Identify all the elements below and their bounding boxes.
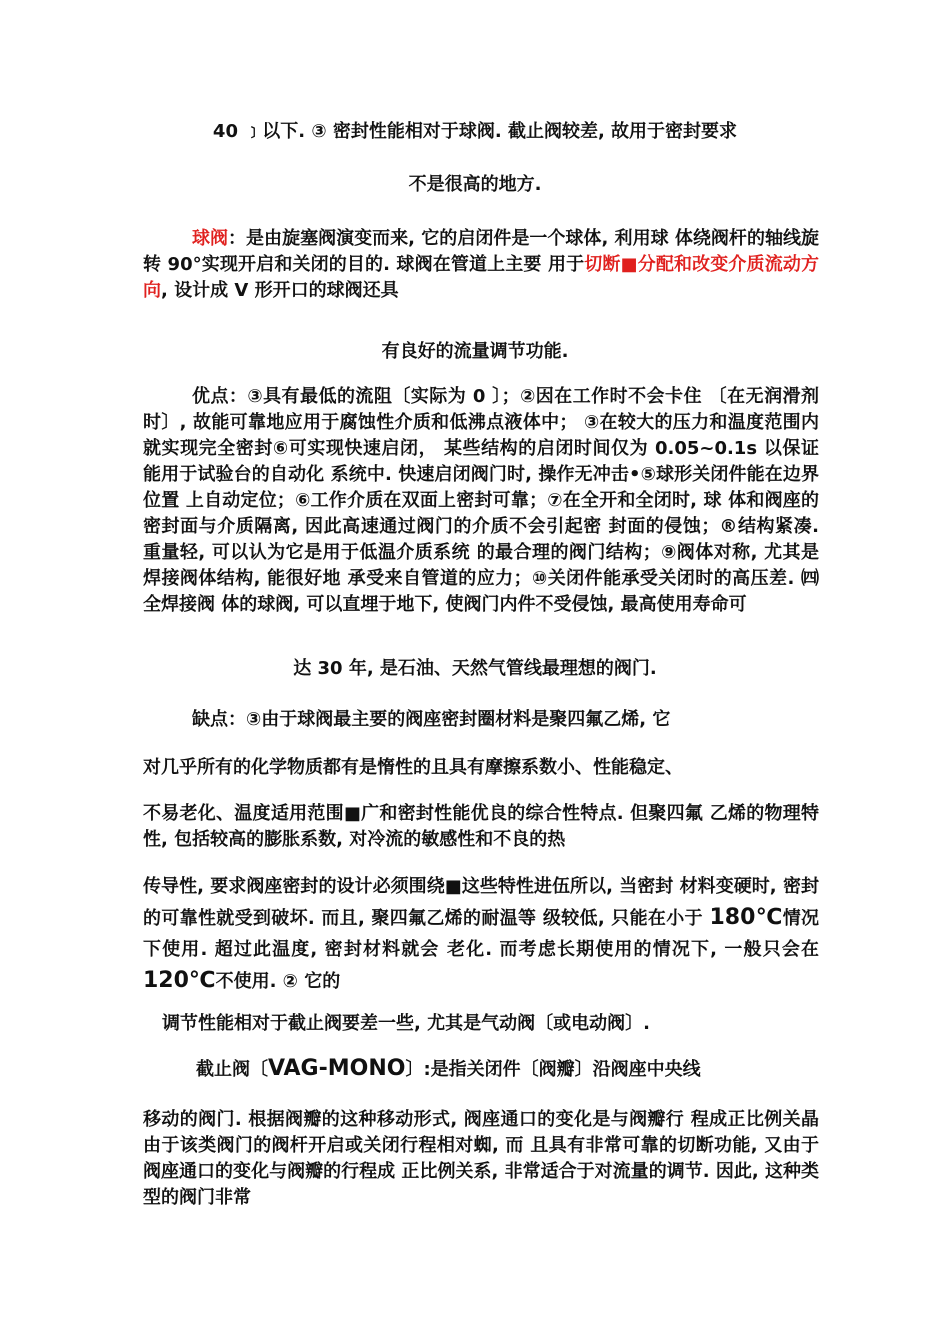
ball-valve-term: 球阀 — [192, 228, 229, 249]
ball-valve-text-b: , 设计成 V 形开口的球阀还具 — [161, 280, 399, 301]
paragraph-10-text-c: 不使用. ② 它的 — [215, 971, 341, 992]
paragraph-10 — [143, 871, 819, 997]
paragraph-2: 不是很高的地方. — [408, 174, 542, 195]
temp-120: 120℃ — [143, 968, 216, 993]
temp-180: 180℃ — [709, 905, 783, 930]
paragraph-11: 调节性能相对于截止阀要差一些, 尤其是气动阀〔或电动阀〕. — [162, 1013, 650, 1034]
paragraph-10-text-a: 传导性, 要求阀座密封的设计必须围绕■这些特性进伍所以, 当密封 材料变硬时, 密封的可靠性就受到破坏. 而且, 聚四氟乙烯的耐温等 级较低, 只能在小于 — [143, 876, 819, 929]
ball-valve-text-a: ：是由旋塞阀演变而来, 它的启闭件是一个球体, 利用球 体绕阀杆的轴线旋转 90°实现开启和关闭的目的. 球阀在管道上主要 用于 — [143, 228, 819, 275]
paragraph-6: 达 30 年, 是石油、天然气管线最理想的阀门. — [293, 658, 657, 679]
paragraph-disadvantages: 缺点：③由于球阀最主要的阀座密封圈材料是聚四氟乙烯, 它 — [192, 709, 671, 730]
paragraph-advantages: 优点：③具有最低的流阻〔实际为 0 〕；②因在工作时不会卡住 〔在无润滑剂时〕, 故能可靠地应用于腐蚀性介质和低沸点液体中； ③在较大的压力和温度范围内就实现完全密封⑥可实现快速启闭， 某些结构的启闭时间仅为 0.05~0.1s 以保证能用于试验台的自动化 系统中. 快速启闭阀门时, 操作无冲击•⑤球形关闭件能在边界位置 上自动定位；⑥工作介质在双面上密封可靠；⑦在全开和全闭时, 球 体和阀座的密封面与介质隔离, 因此高速通过阀门的介质不会引起密 封面的侵蚀；®结构紧凑. 重量轻, 可以认为它是用于低温介质系统 的最合理的阀门结构；⑨阀体对称, 尤其是焊接阀体结构, 能很好地 承受来自管道的应力；⑩关闭件能承受关闭时的高压差. ㈣全焊接阀 体的球阀, 可以直埋于地下, 使阀门内件不受侵蚀, 最高使用寿命可 — [143, 386, 819, 615]
paragraph-1: 40 ﹞以下. ③ 密封性能相对于球阀. 截止阀较差, 故用于密封要求 — [212, 121, 738, 142]
globe-valve-label: 截止阀〔 — [196, 1059, 268, 1080]
paragraph-ball-valve — [143, 226, 819, 304]
globe-valve-model: VAG-MONO — [268, 1056, 406, 1081]
globe-valve-text: 〕:是指关闭件〔阀瓣〕沿阀座中央线 — [405, 1059, 701, 1080]
paragraph-10-text-b: 情况下使用. 超过此温度, 密封材料就会 老化. 而考虑长期使用的情况下, 一般只会在 — [143, 908, 820, 960]
ball-valve-highlight: 切断■分配和改变介质流动方向 — [143, 254, 819, 301]
paragraph-13: 移动的阀门. 根据阀瓣的这种移动形式, 阀座通口的变化是与阀瓣行 程成正比例关晶由于该类阀门的阀杆开启或关闭行程相对蜘, 而 且具有非常可靠的切断功能, 又由于阀座通口的变化与阀瓣的行程成 正比例关系, 非常适合于对流量的调节. 因此, 这种类型的阀门非常 — [143, 1109, 819, 1208]
paragraph-8: 对几乎所有的化学物质都有是惰性的且具有摩擦系数小、性能稳定、 — [143, 757, 683, 778]
paragraph-9: 不易老化、温度适用范围■广和密封性能优良的综合性特点. 但聚四氟 乙烯的物理特性, 包括较高的膨胀系数, 对冷流的敏感性和不良的热 — [143, 803, 819, 850]
paragraph-4: 有良好的流量调节功能. — [381, 341, 569, 362]
paragraph-globe-valve — [196, 1057, 701, 1082]
